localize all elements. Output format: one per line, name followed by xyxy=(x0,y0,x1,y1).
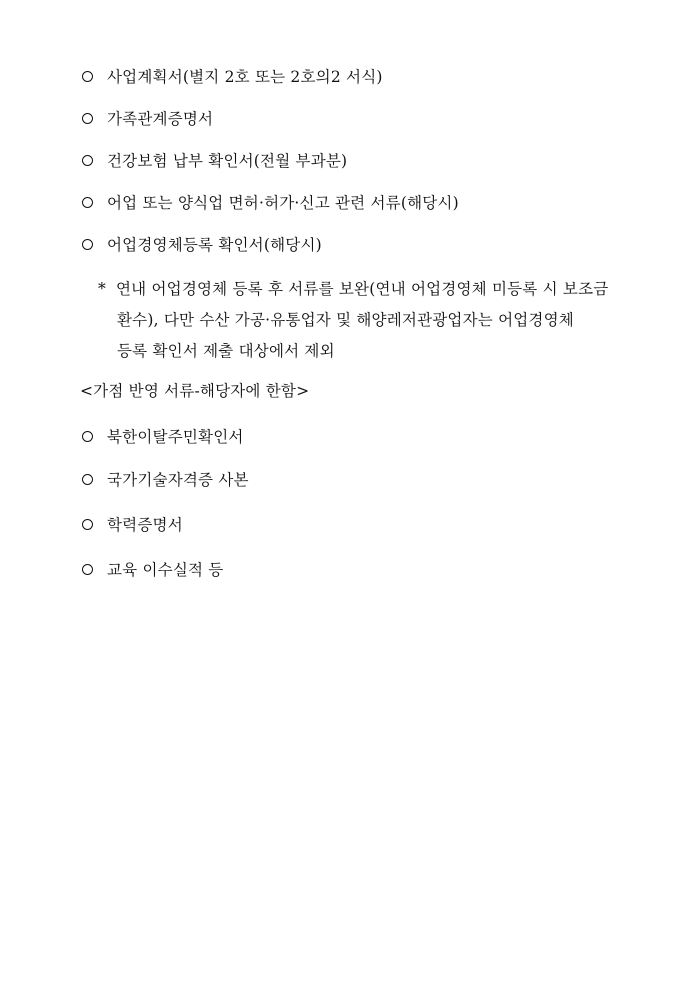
circle-bullet-icon xyxy=(82,113,93,124)
bonus-doc-label: 학력증명서 xyxy=(107,516,183,534)
bonus-doc-item xyxy=(82,424,244,448)
required-doc-label: 건강보험 납부 확인서(전월 부과분) xyxy=(107,152,348,170)
bonus-doc-item xyxy=(82,557,223,581)
bonus-doc-item xyxy=(82,467,249,491)
required-doc-item xyxy=(82,106,213,130)
required-doc-item xyxy=(82,190,459,214)
circle-bullet-icon xyxy=(82,71,93,82)
bonus-doc-label: 국가기술자격증 사본 xyxy=(107,471,249,489)
footnote-text: 연내 어업경영체 등록 후 서류를 보완(연내 어업경영체 미등록 시 보조금 xyxy=(116,280,609,298)
circle-bullet-icon xyxy=(82,197,93,208)
required-doc-item xyxy=(82,64,383,88)
bonus-doc-label: 북한이탈주민확인서 xyxy=(107,428,244,446)
required-doc-item xyxy=(82,232,322,256)
footnote-line: 등록 확인서 제출 대상에서 제외 xyxy=(117,342,335,360)
circle-bullet-icon xyxy=(82,474,93,485)
required-doc-label: 가족관계증명서 xyxy=(107,110,214,128)
footnote xyxy=(98,274,638,367)
bonus-doc-item xyxy=(82,512,183,536)
asterisk-marker: * xyxy=(98,280,106,298)
footnote-line xyxy=(98,274,638,305)
circle-bullet-icon xyxy=(82,155,93,166)
bonus-section-title: <가점 반영 서류-해당자에 한함> xyxy=(80,382,310,400)
circle-bullet-icon xyxy=(82,431,93,442)
bonus-doc-label: 교육 이수실적 등 xyxy=(107,561,224,579)
required-doc-item xyxy=(82,148,347,172)
circle-bullet-icon xyxy=(82,564,93,575)
footnote-line: 환수), 다만 수산 가공·유통업자 및 해양레저관광업자는 어업경영체 xyxy=(117,311,574,329)
required-doc-label: 어업경영체등록 확인서(해당시) xyxy=(107,236,322,254)
required-doc-label: 사업계획서(별지 2호 또는 2호의2 서식) xyxy=(107,68,383,86)
circle-bullet-icon xyxy=(82,239,93,250)
circle-bullet-icon xyxy=(82,519,93,530)
required-doc-label: 어업 또는 양식업 면허·허가·신고 관련 서류(해당시) xyxy=(107,194,459,212)
